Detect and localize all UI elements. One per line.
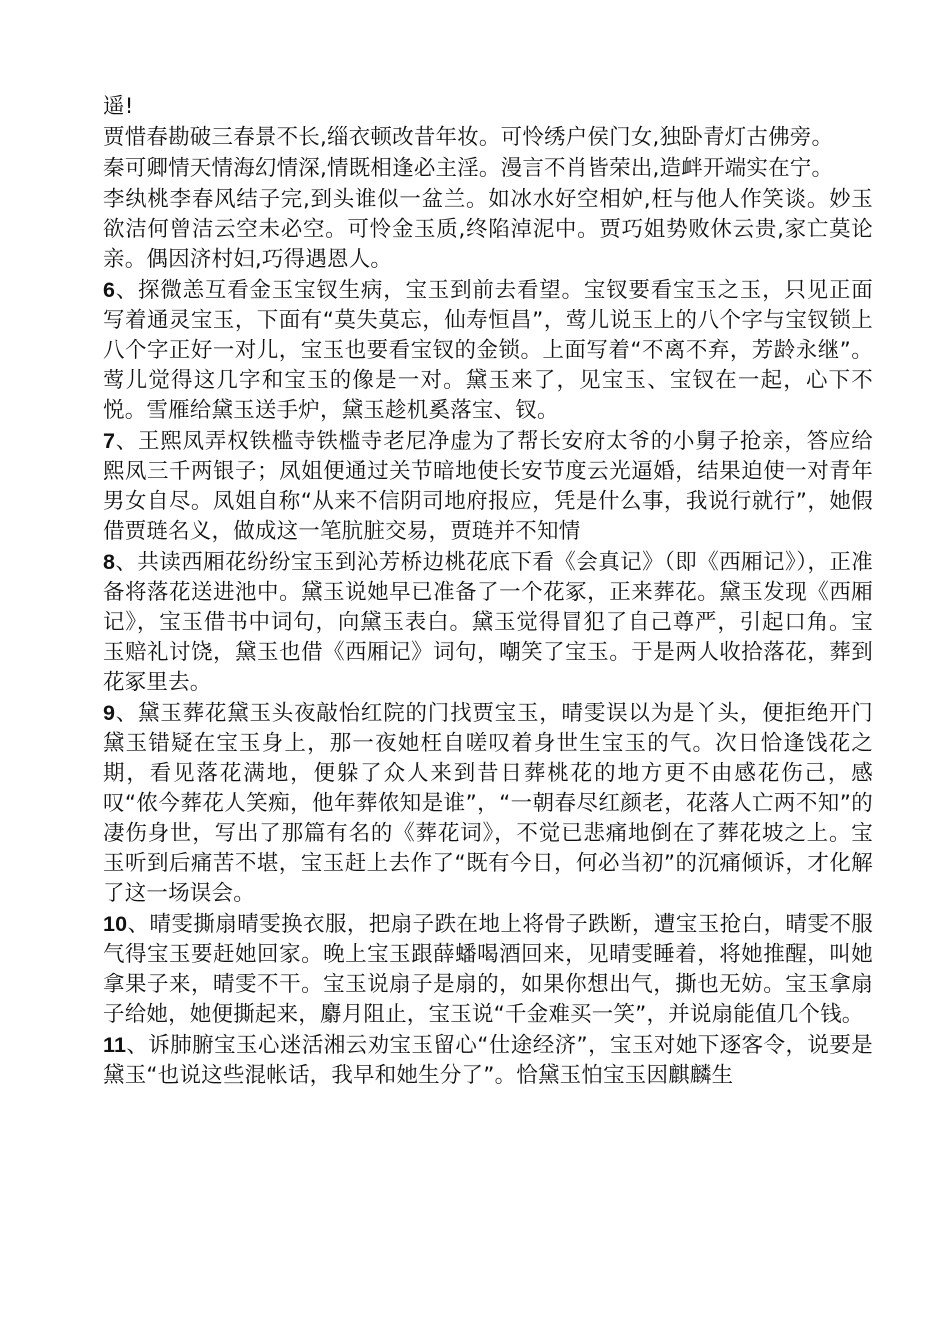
paragraph-number: 10 xyxy=(103,912,128,936)
paragraph-text: 、诉肺腑宝玉心迷活湘云劝宝玉留心“仕途经济”，宝玉对她下逐客令，说要是黛玉“也说这些混帐话，我早和她生分了”。恰黛玉怕宝玉因麒麟生 xyxy=(103,1033,873,1088)
paragraph-number: 9 xyxy=(103,701,116,725)
paragraph-9 xyxy=(103,1030,873,1091)
paragraph-text: 、探微恙互看金玉宝钗生病，宝玉到前去看望。宝钗要看宝玉之玉，只见正面写着通灵宝玉，下面有“莫失莫忘，仙寿恒昌”，莺儿说玉上的八个字与宝钗锁上八个字正好一对儿，宝玉也要看宝钗的金锁。上面写着“不离不弃，芳龄永继”。莺儿觉得这几字和宝玉的像是一对。黛玉来了，见宝玉、宝钗在一起，心下不悦。雪雁给黛玉送手炉，黛玉趁机奚落宝、钗。 xyxy=(103,278,873,423)
paragraph-1 xyxy=(103,122,873,153)
paragraph-number: 7 xyxy=(103,429,116,453)
paragraph-6 xyxy=(103,547,873,698)
paragraph-text: 、晴雯撕扇晴雯换衣服，把扇子跌在地上将骨子跌断，遭宝玉抢白，晴雯不服气得宝玉要赶她回家。晚上宝玉跟薛蟠喝酒回来，见晴雯睡着，将她推醒，叫她拿果子来，晴雯不干。宝玉说扇子是扇的，如果你想出气，撕也无妨。宝玉拿扇子给她，她便撕起来，麝月阻止，宝玉说“千金难买一笑”，并说扇能值几个钱。 xyxy=(103,912,873,1027)
paragraph-0 xyxy=(103,91,873,122)
paragraph-3 xyxy=(103,184,873,275)
paragraph-number: 11 xyxy=(103,1033,127,1057)
paragraph-8 xyxy=(103,909,873,1030)
paragraph-4 xyxy=(103,275,873,426)
paragraph-2 xyxy=(103,153,873,184)
paragraph-number: 8 xyxy=(103,550,116,574)
paragraph-number: 6 xyxy=(103,278,116,302)
paragraph-7 xyxy=(103,698,873,909)
paragraph-5 xyxy=(103,426,873,547)
paragraph-text: 、王熙凤弄权铁槛寺铁槛寺老尼净虚为了帮长安府太爷的小舅子抢亲，答应给熙凤三千两银子；凤姐便通过关节暗地使长安节度云光逼婚，结果迫使一对青年男女自尽。凤姐自称“从来不信阴司地府报应，凭是什么事，我说行就行”，她假借贾琏名义，做成这一笔肮脏交易，贾琏并不知情 xyxy=(103,429,873,544)
paragraph-text: 秦可卿情天情海幻情深,情既相逢必主淫。漫言不肖皆荣出,造衅开端实在宁。 xyxy=(103,156,834,181)
paragraph-text: 贾惜春勘破三春景不长,缁衣顿改昔年妆。可怜绣户侯门女,独卧青灯古佛旁。 xyxy=(103,125,834,150)
paragraph-text: 、共读西厢花纷纷宝玉到沁芳桥边桃花底下看《会真记》（即《西厢记》），正准备将落花送进池中。黛玉说她早已准备了一个花冢，正来葬花。黛玉发现《西厢记》，宝玉借书中词句，向黛玉表白。黛玉觉得冒犯了自己尊严，引起口角。宝玉赔礼讨饶，黛玉也借《西厢记》词句，嘲笑了宝玉。于是两人收拾落花，葬到花冢里去。 xyxy=(103,550,873,695)
paragraph-text: 遥! xyxy=(103,94,134,119)
paragraph-text: 、黛玉葬花黛玉头夜敲怡红院的门找贾宝玉，晴雯误以为是丫头，便拒绝开门黛玉错疑在宝玉身上，那一夜她枉自嗟叹着身世生宝玉的气。次日恰逢饯花之期，看见落花满地，便躲了众人来到昔日葬桃花的地方更不由感花伤己，感叹“侬今葬花人笑痴，他年葬侬知是谁”，“一朝春尽红颜老，花落人亡两不知”的凄伤身世，写出了那篇有名的《葬花词》，不觉已悲痛地倒在了葬花坡之上。宝玉听到后痛苦不堪，宝玉赶上去作了“既有今日，何必当初”的沉痛倾诉，才化解了这一场误会。 xyxy=(103,701,873,906)
paragraph-text: 李纨桃李春风结子完,到头谁似一盆兰。如冰水好空相妒,枉与他人作笑谈。妙玉欲洁何曾洁云空未必空。可怜金玉质,终陷淖泥中。贾巧姐势败休云贵,家亡莫论亲。偶因济村妇,巧得遇恩人。 xyxy=(103,187,873,272)
document-body xyxy=(103,91,873,1091)
